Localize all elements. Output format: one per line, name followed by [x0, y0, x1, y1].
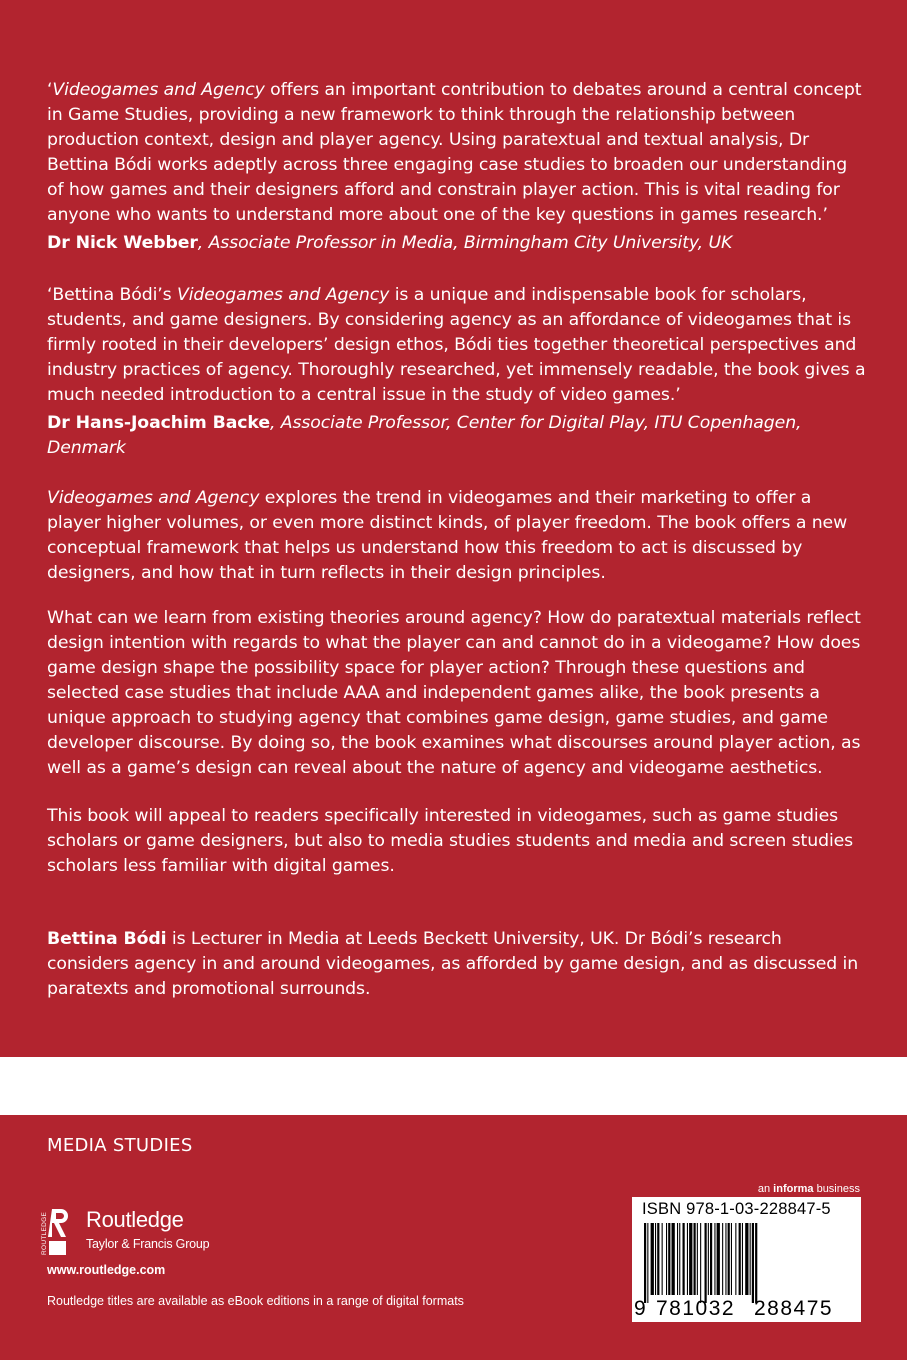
quote-1-author: Dr Nick Webber: [47, 233, 198, 253]
barcode-bar: [687, 1223, 688, 1295]
barcode-digits: [632, 1297, 861, 1321]
quote-1-attribution: [47, 231, 867, 256]
barcode-bar: [651, 1223, 654, 1295]
barcode-bar: [662, 1223, 663, 1295]
barcode-bar: [705, 1223, 707, 1303]
barcode-bar: [710, 1223, 712, 1295]
quote-2-attribution: [47, 411, 867, 461]
quote-1-body: ‘Videogames and Agency offers an important contribution to debates around a central concept in Game Studies, providing a new framework to think through the relationship between production context, design and player agency. Using paratextual and textual analysis, Dr Bettina Bódi works adeptly across three engaging case studies to broaden our understanding of how games and their designers afford and constrain player action. This is vital reading for anyone who wants to understand more about one of the key questions in games research.’: [47, 80, 862, 225]
barcode-bar: [677, 1223, 678, 1295]
description-book-title: Videogames and Agency: [47, 488, 260, 508]
barcode-bar: [750, 1223, 751, 1295]
barcode-bar: [689, 1223, 692, 1295]
routledge-logo: [40, 1205, 230, 1257]
barcode-bar: [700, 1223, 701, 1303]
barcode-digits-right: 288475: [754, 1297, 834, 1320]
publisher-name: Routledge: [86, 1207, 184, 1232]
publisher-subtitle: Taylor & Francis Group: [86, 1237, 210, 1251]
barcode-bar: [679, 1223, 680, 1295]
barcode-bar: [694, 1223, 696, 1295]
barcode-bar: [683, 1223, 685, 1295]
quote-2-body: ‘Bettina Bódi’s Videogames and Agency is a unique and indispensable book for scholars, students, and game designers. By considering agency as an affordance of videogames that is firmly rooted in their developers’ design ethos, Bódi ties together theoretical perspectives and industry practices of agency. Thoroughly researched, yet immensely readable, the book gives a much needed introduction to a central issue in the study of video games.’: [47, 285, 866, 405]
review-quote-1: [47, 78, 867, 256]
routledge-logo-icon: [40, 1205, 68, 1257]
barcode-bar: [655, 1223, 656, 1295]
publisher-website: www.routledge.com: [47, 1263, 166, 1277]
barcode-bar: [755, 1223, 757, 1303]
barcode-bar: [717, 1223, 720, 1295]
barcode-bar: [745, 1223, 748, 1295]
informa-business-label: an informa business: [757, 1183, 860, 1195]
isbn-barcode: [632, 1197, 861, 1322]
author-bio: Bettina Bódi is Lecturer in Media at Leeds Beckett University, UK. Dr Bódi’s research considers agency in and around videogames, as afforded by game design, and as discussed in paratexts and promotional surrounds.: [47, 929, 859, 999]
category-label: MEDIA STUDIES: [47, 1135, 193, 1156]
logo-vertical-text: ROUTLEDGE: [41, 1211, 48, 1255]
barcode-bar: [666, 1223, 667, 1295]
barcode-bar: [742, 1223, 743, 1295]
description-paragraph-3: This book will appeal to readers specifically interested in videogames, such as game studies scholars or game designers, but also to media studies students and media and screen studies scholars less familiar with digital games.: [47, 806, 854, 876]
quote-1-affiliation: , Associate Professor in Media, Birmingham City University, UK: [197, 233, 733, 253]
ebook-note: Routledge titles are available as eBook editions in a range of digital formats: [47, 1294, 464, 1308]
quote-1-book-title: Videogames and Agency: [52, 80, 265, 100]
barcode-bar: [647, 1223, 648, 1303]
barcode-bar: [697, 1223, 698, 1295]
barcode-bar: [714, 1223, 715, 1295]
barcode-bar: [672, 1223, 675, 1295]
barcode-digits-left: 781032: [656, 1297, 736, 1320]
isbn-label: ISBN 978-1-03-228847-5: [642, 1200, 831, 1218]
barcode-bars: [642, 1223, 850, 1303]
author-name: Bettina Bódi: [47, 929, 167, 949]
description-paragraph-2: What can we learn from existing theories around agency? How do paratextual materials reflect design intention with regards to what the player can and cannot do in a videogame? How does game design shape the possibility space for player action? Through these questions and selected case studies that include AAA and independent games alike, the book presents a unique approach to studying agency that combines game design, game studies, and game developer discourse. By doing so, the book examines what discourses around player action, as well as a game’s design can reveal about the nature of agency and videogame aesthetics.: [47, 608, 861, 778]
quote-2-affiliation: , Associate Professor, Center for Digital Play, ITU Copenhagen, Denmark: [47, 413, 802, 458]
barcode-bar: [722, 1223, 723, 1295]
barcode-bar: [752, 1223, 754, 1303]
quote-2-book-title: Videogames and Agency: [176, 285, 390, 305]
barcode-bar: [668, 1223, 670, 1295]
barcode-digit-first: 9: [634, 1297, 646, 1320]
review-quote-2: [47, 283, 867, 461]
barcode-bar: [739, 1223, 741, 1295]
barcode-bar: [644, 1223, 646, 1303]
barcode-bar: [708, 1223, 709, 1295]
barcode-bar: [731, 1223, 732, 1295]
barcode-bar: [728, 1223, 730, 1295]
white-band: [0, 1057, 907, 1115]
description-paragraph-1: Videogames and Agency explores the trend in videogames and their marketing to offer a player higher volumes, or even more distinct kinds, of player freedom. The book offers a new conceptual framework that helps us understand how this freedom to act is discussed by designers, and how that in turn reflects in their design principles.: [47, 488, 848, 583]
barcode-bar: [725, 1223, 726, 1295]
barcode-bar: [657, 1223, 659, 1295]
quote-2-author: Dr Hans-Joachim Backe: [47, 413, 270, 433]
barcode-bar: [735, 1223, 736, 1295]
